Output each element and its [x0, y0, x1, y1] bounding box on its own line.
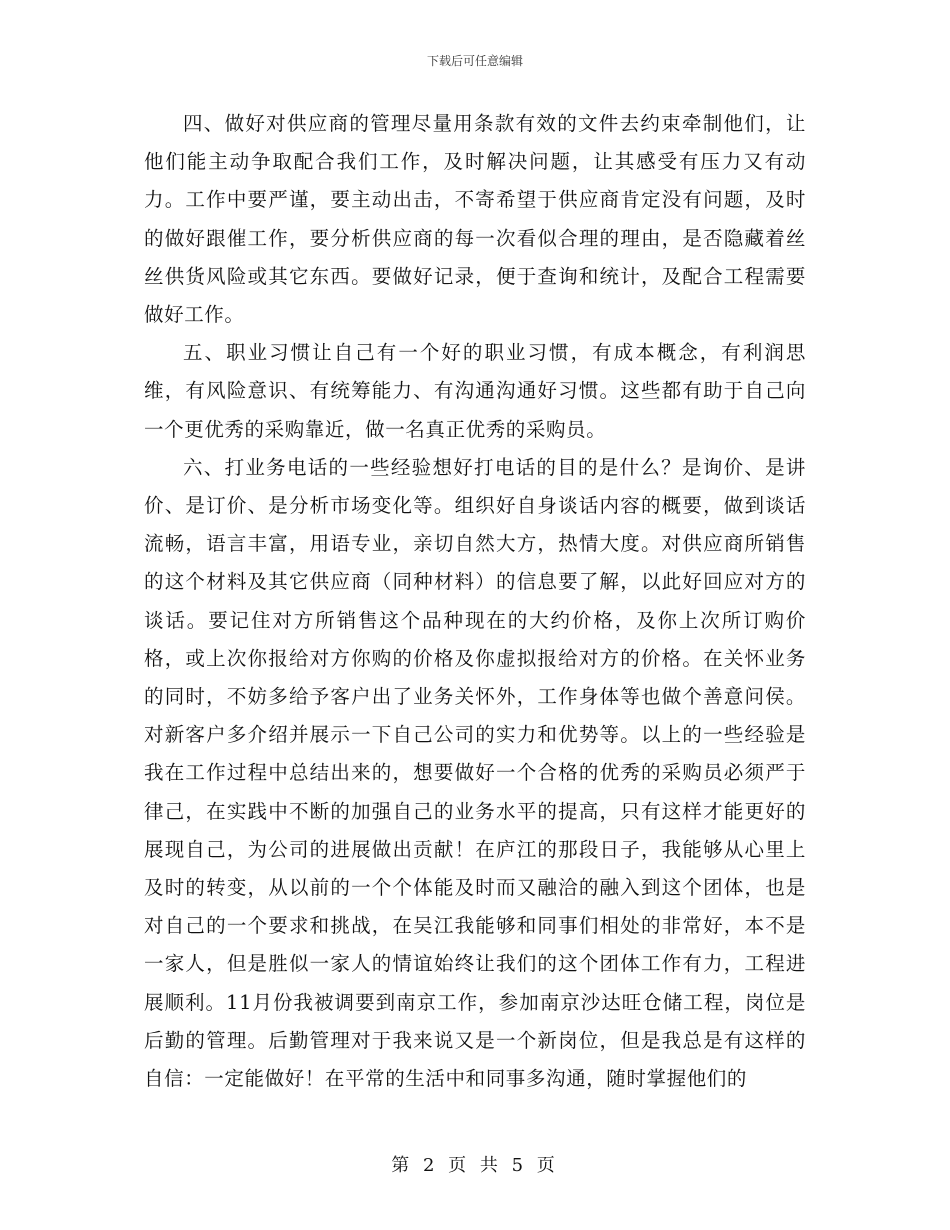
page-number-footer: 第 2 页 共 5 页 [391, 1155, 559, 1176]
paragraph-supplier-management: 四、做好对供应商的管理尽量用条款有效的文件去约束牵制他们，让他们能主动争取配合我们工作，及时解决问题，让其感受有压力又有动力。工作中要严谨，要主动出击，不寄希望于供应商肯定没有问题，及时的做好跟催工作，要分析供应商的每一次看似合理的理由，是否隐藏着丝丝供货风险或其它东西。要做好记录，便于查询和统计，及配合工程需要做好工作。 [144, 112, 806, 327]
document-body [144, 105, 806, 1098]
paragraph-phone-experience: 六、打业务电话的一些经验想好打电话的目的是什么？是询价、是讲价、是订价、是分析市场变化等。组织好自身谈话内容的概要，做到谈话流畅，语言丰富，用语专业，亲切自然大方，热情大度。对供应商所销售的这个材料及其它供应商（同种材料）的信息要了解，以此好回应对方的谈话。要记住对方所销售这个品种现在的大约价格，及你上次所订购价格，或上次你报给对方你购的价格及你虚拟报给对方的价格。在关怀业务的同时，不妨多给予客户出了业务关怀外，工作身体等也做个善意问侯。对新客户多介绍并展示一下自己公司的实力和优势等。以上的一些经验是我在工作过程中总结出来的，想要做好一个合格的优秀的采购员必须严于律己，在实践中不断的加强自己的业务水平的提高，只有这样才能更好的展现自己，为公司的进展做出贡献！在庐江的那段日子，我能够从心里上及时的转变，从以前的一个个体能及时而又融洽的融入到这个团体，也是对自己的一个要求和挑战，在吴江我能够和同事们相处的非常好，本不是一家人，但是胜似一家人的情谊始终让我们的这个团体工作有力，工程进展顺利。11月份我被调要到南京工作，参加南京沙达旺仓储工程，岗位是后勤的管理。后勤管理对于我来说又是一个新岗位，但是我总是有这样的自信：一定能做好！在平常的生活中和同事多沟通，随时掌握他们的 [144, 455, 806, 1091]
page-header: 下载后可任意编辑 [426, 54, 523, 68]
paragraph-professional-habits: 五、职业习惯让自己有一个好的职业习惯，有成本概念，有利润思维，有风险意识、有统筹能力、有沟通沟通好习惯。这些都有助于自己向一个更优秀的采购靠近，做一名真正优秀的采购员。 [144, 341, 806, 441]
